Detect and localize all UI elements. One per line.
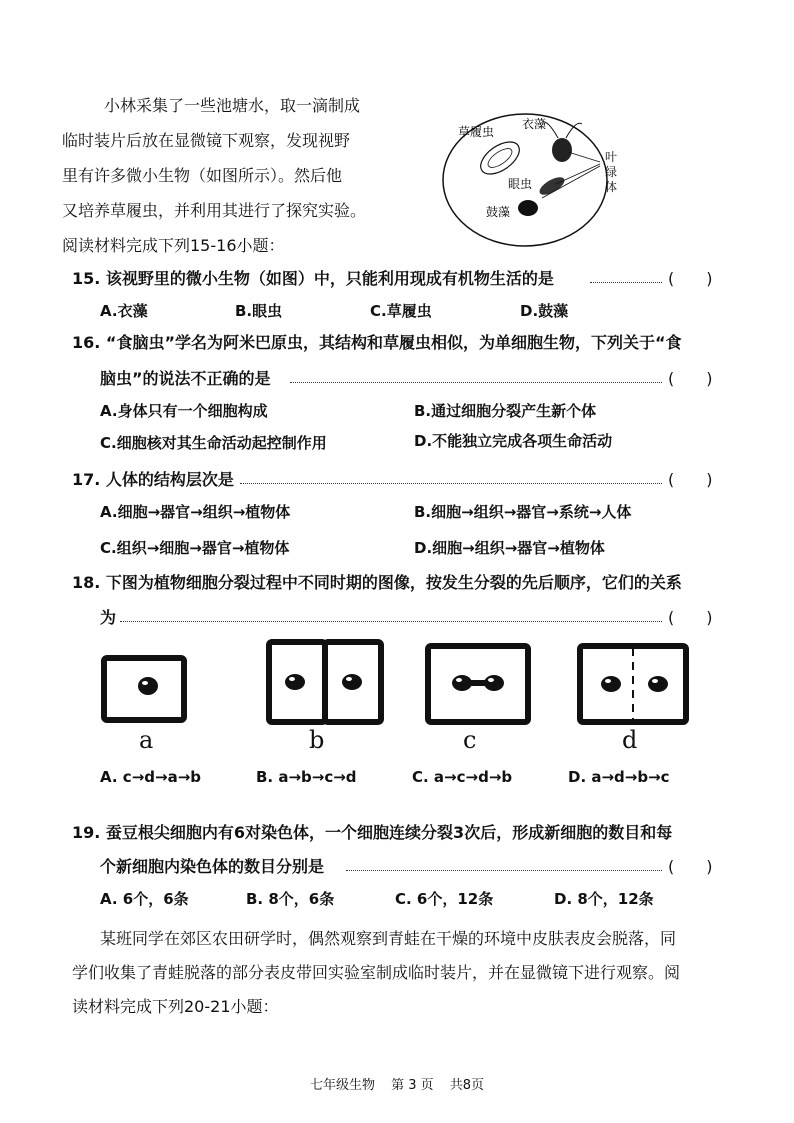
intro-paragraph xyxy=(62,88,402,263)
option-c[interactable]: C. 6个，12条 xyxy=(395,890,494,908)
euglena-shape xyxy=(537,174,567,198)
intro-line: 临时装片后放在显微镜下观察，发现视野 xyxy=(62,131,351,150)
paramecium-shape xyxy=(475,136,525,181)
euglena-label: 眼虫 xyxy=(508,177,533,191)
question-text: 人体的结构层次是 xyxy=(105,470,234,489)
question-16 xyxy=(72,330,681,353)
pointer-line xyxy=(556,164,600,184)
question-15 xyxy=(72,266,554,289)
chlorella-label: 鼓藻 xyxy=(486,205,511,219)
intro-line: 里有许多微小生物（如图所示）。然后他 xyxy=(62,166,343,185)
cell-label-a: a xyxy=(139,726,154,754)
answer-blank[interactable]: ( ) xyxy=(668,369,713,388)
question-18 xyxy=(72,570,682,593)
answer-blank[interactable]: ( ) xyxy=(668,608,713,627)
option-b[interactable]: B. a→b→c→d xyxy=(256,768,357,786)
option-d[interactable]: D. 8个，12条 xyxy=(554,890,654,908)
question-text: 该视野里的微小生物（如图）中，只能利用现成有机物生活的是 xyxy=(105,269,554,288)
answer-leader xyxy=(346,870,662,871)
option-d[interactable]: D.细胞→组织→器官→植物体 xyxy=(414,539,605,557)
microscope-field-figure xyxy=(430,100,630,260)
cell-a xyxy=(104,658,184,720)
closing-line: 某班同学在郊区农田研学时，偶然观察到青蛙在干燥的环境中皮肤表皮会脱落，同 xyxy=(100,929,677,948)
cell-label-c: c xyxy=(463,726,477,754)
option-d[interactable]: D. a→d→b→c xyxy=(568,768,670,786)
pointer-line xyxy=(568,152,600,162)
page-footer xyxy=(0,1074,794,1093)
question-text: 蚕豆根尖细胞内有6对染色体，一个细胞连续分裂3次后，形成新细胞的数目和每 xyxy=(105,823,673,842)
option-d[interactable]: D.不能独立完成各项生命活动 xyxy=(414,432,613,450)
intro-line: 小林采集了一些池塘水，取一滴制成 xyxy=(104,96,361,115)
footer-subject: 七年级生物 xyxy=(309,1078,375,1093)
option-b[interactable]: B. 8个，6条 xyxy=(246,890,335,908)
footer-total: 共8页 xyxy=(449,1078,485,1093)
question-text-cont: 脑虫”的说法不正确的是 xyxy=(100,369,271,388)
cell-c xyxy=(428,646,528,722)
closing-line: 读材料完成下列20-21小题： xyxy=(72,997,279,1016)
option-a[interactable]: A.身体只有一个细胞构成 xyxy=(100,402,268,420)
question-text-cont: 为 xyxy=(100,608,117,627)
chlamydomonas-flagella xyxy=(542,122,582,138)
option-c[interactable]: C.草履虫 xyxy=(370,302,432,320)
cell-label-b: b xyxy=(309,726,325,754)
closing-paragraph xyxy=(72,922,732,1024)
closing-line: 学们收集了青蛙脱落的部分表皮带回实验室制成临时装片，并在显微镜下进行观察。阅 xyxy=(72,963,681,982)
option-b[interactable]: B.眼虫 xyxy=(235,302,283,320)
option-d[interactable]: D.鼓藻 xyxy=(520,302,569,320)
intro-line: 又培养草履虫，并利用其进行了探究实验。 xyxy=(62,201,367,220)
question-number: 18. xyxy=(72,573,101,592)
answer-blank[interactable]: ( ) xyxy=(668,857,713,876)
answer-leader xyxy=(120,621,662,622)
question-number: 19. xyxy=(72,823,101,842)
cell-division-figure xyxy=(96,636,696,732)
answer-leader xyxy=(590,282,662,283)
option-b[interactable]: B.细胞→组织→器官→系统→人体 xyxy=(414,503,632,521)
option-c[interactable]: C. a→c→d→b xyxy=(412,768,513,786)
question-number: 16. xyxy=(72,333,101,352)
question-number: 17. xyxy=(72,470,101,489)
option-a[interactable]: A.细胞→器官→组织→植物体 xyxy=(100,503,291,521)
cell-label-d: d xyxy=(622,726,638,754)
footer-page: 第 3 页 xyxy=(391,1078,434,1093)
question-17 xyxy=(72,467,234,490)
option-a[interactable]: A. 6个，6条 xyxy=(100,890,189,908)
option-b[interactable]: B.通过细胞分裂产生新个体 xyxy=(414,402,597,420)
answer-leader xyxy=(240,483,662,484)
answer-blank[interactable]: ( ) xyxy=(668,269,713,288)
option-c[interactable]: C.细胞核对其生命活动起控制作用 xyxy=(100,434,327,452)
option-a[interactable]: A. c→d→a→b xyxy=(100,768,202,786)
option-c[interactable]: C.组织→细胞→器官→植物体 xyxy=(100,539,290,557)
option-a[interactable]: A.衣藻 xyxy=(100,302,148,320)
answer-leader xyxy=(290,382,662,383)
cell-d xyxy=(580,646,686,722)
question-text: 下图为植物细胞分裂过程中不同时期的图像，按发生分裂的先后顺序，它们的关系 xyxy=(105,573,682,592)
question-19 xyxy=(72,820,672,843)
chlamydomonas-label: 衣藻 xyxy=(522,117,547,131)
chlamydomonas-shape xyxy=(552,138,572,162)
chlorella-shape xyxy=(518,200,538,216)
cell-b xyxy=(269,642,381,722)
question-text: “食脑虫”学名为阿米巴原虫，其结构和草履虫相似，为单细胞生物，下列关于“食 xyxy=(105,333,682,352)
chloroplast-label: 叶绿体 xyxy=(605,150,618,194)
question-number: 15. xyxy=(72,269,101,288)
intro-line: 阅读材料完成下列15-16小题： xyxy=(62,236,285,255)
question-text-cont: 个新细胞内染色体的数目分别是 xyxy=(100,857,325,876)
paramecium-label: 草履虫 xyxy=(458,125,495,139)
answer-blank[interactable]: ( ) xyxy=(668,470,713,489)
